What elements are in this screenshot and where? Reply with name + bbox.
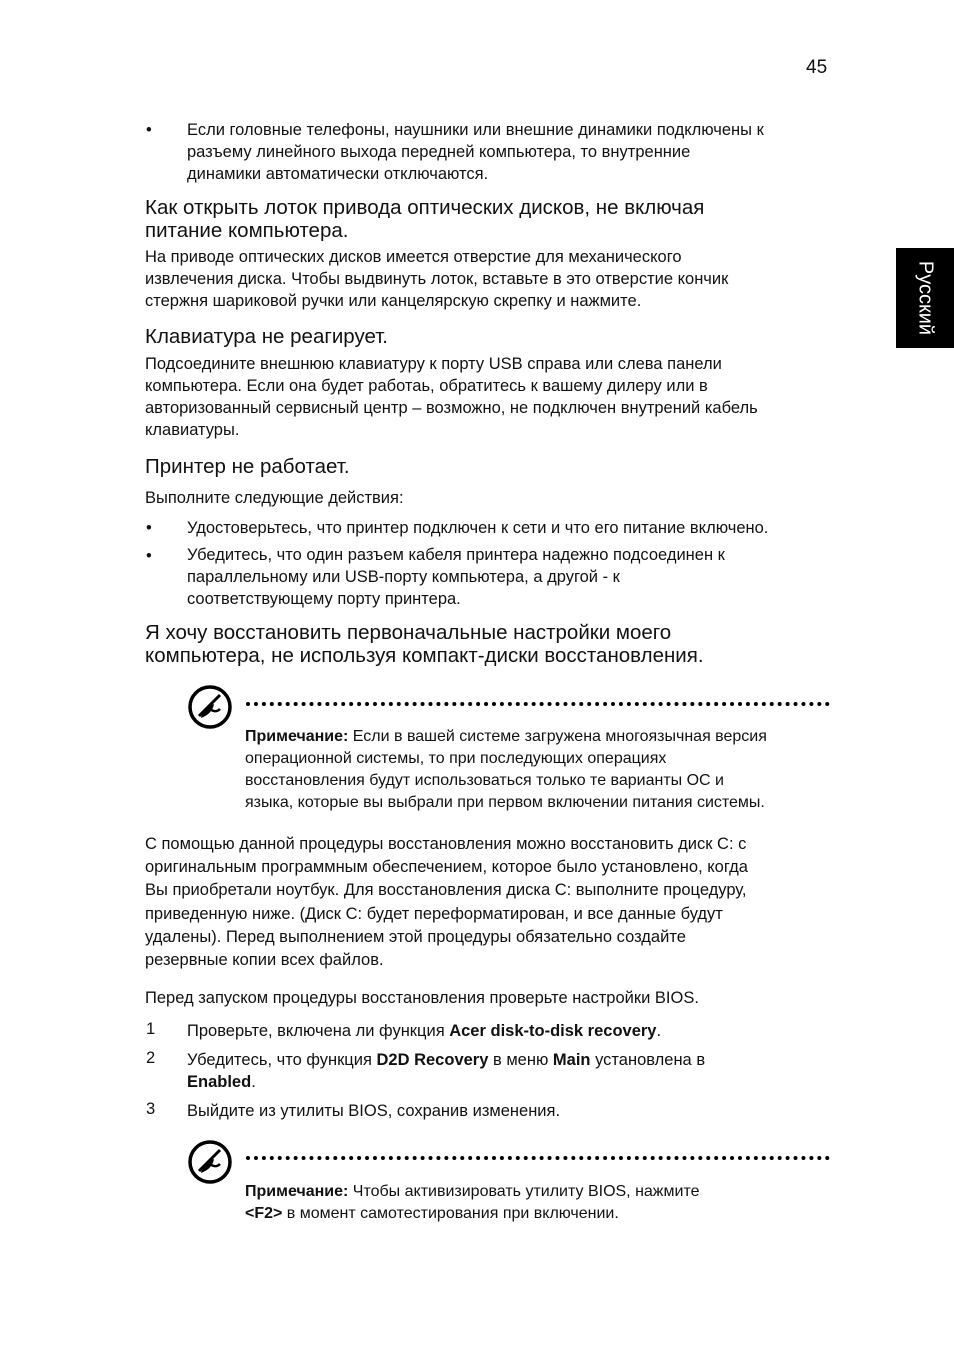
step-3: Выйдите из утилиты BIOS, сохранив изменения. [187, 1102, 561, 1120]
text-line: операционной системы, то при последующих операциях [245, 750, 667, 767]
text-line: стержня шариковой ручки или канцелярскую скрепку и нажмите. [145, 292, 642, 310]
step-bold: Main [552, 1051, 591, 1069]
language-tab [896, 248, 954, 348]
note-divider [246, 1156, 830, 1160]
bullet-marker: • [146, 547, 152, 565]
note-label: Примечание: [245, 728, 349, 745]
text-line: извлечения диска. Чтобы выдвинуть лоток, вставьте в это отверстие кончик [145, 270, 729, 288]
text-line: соответствующему порту принтера. [187, 590, 461, 608]
printer-intro: Выполните следующие действия: [145, 489, 404, 507]
text-line [245, 726, 835, 748]
bullet-headphones [187, 119, 847, 185]
text-line: языка, которые вы выбрали при первом включении питания системы. [245, 794, 765, 811]
heading-line: компьютера, не используя компакт-диски восстановления. [145, 644, 704, 667]
step-2 [187, 1049, 847, 1093]
text-line: оригинальным программным обеспечением, которое было установлено, когда [145, 858, 748, 877]
text-line: Убедитесь, что один разъем кабеля принтера надежно подсоединен к [187, 546, 725, 564]
note-first-line: Чтобы активизировать утилиту BIOS, нажмите [348, 1183, 700, 1200]
language-tab-label: Русский [914, 260, 937, 336]
note-icon [187, 684, 233, 730]
note-bios [245, 1181, 835, 1225]
step-text: . [251, 1073, 256, 1091]
text-line: разъему линейного выхода передней компьютера, то внутренние [187, 143, 691, 161]
heading-keyboard: Клавиатура не реагирует. [145, 325, 389, 348]
text-line: восстановления будут использоваться только те варианты ОС и [245, 772, 724, 789]
paragraph-tray [145, 246, 728, 312]
text-line: динамики автоматически отключаются. [187, 165, 489, 183]
heading-printer: Принтер не работает. [145, 455, 350, 478]
bullet-printer-cable [187, 544, 847, 610]
text-line: параллельному или USB-порту компьютера, а другой - к [187, 568, 620, 586]
heading-line: Как открыть лоток привода оптических дисков, не включая [145, 196, 705, 219]
step-number: 2 [146, 1049, 156, 1067]
step-number: 1 [146, 1020, 156, 1038]
bullet-marker: • [146, 121, 152, 139]
text-line: клавиатуры. [145, 421, 240, 439]
heading-tray [145, 196, 704, 242]
text-line: компьютера. Если она будет работаь, обратитесь к вашему дилеру или в [145, 377, 708, 395]
text-line [245, 1203, 835, 1225]
step-text: . [656, 1022, 662, 1040]
note-icon [187, 1139, 233, 1185]
bullet-marker: • [146, 519, 152, 537]
text-line [187, 1049, 847, 1071]
text-line: приведенную ниже. (Диск C: будет переформатирован, и все данные будут [145, 904, 723, 923]
step-bold: Acer disk-to-disk recovery [449, 1022, 657, 1040]
note-label: Примечание: [245, 1183, 349, 1200]
paragraph-restore [145, 833, 748, 972]
text-line [187, 1071, 847, 1093]
step-bold: Enabled [187, 1073, 252, 1091]
heading-line: питание компьютера. [145, 219, 349, 242]
note-first-line: Если в вашей системе загружена многоязычная версия [348, 728, 767, 745]
text-line: авторизованный сервисный центр – возможно, не подключен внутрений кабель [145, 399, 758, 417]
text-line: Подсоедините внешнюю клавиатуру к порту USB справа или слева панели [145, 355, 722, 373]
step-text: установлена в [590, 1051, 706, 1069]
text-line: На приводе оптических дисков имеется отверстие для механического [145, 248, 682, 266]
paragraph-keyboard [145, 353, 758, 441]
note-language [245, 726, 835, 814]
step-text: Проверьте, включена ли функция [187, 1022, 450, 1040]
text-line: резервные копии всех файлов. [145, 951, 384, 970]
step-text: Убедитесь, что функция [187, 1051, 377, 1069]
heading-line: Я хочу восстановить первоначальные настройки моего [145, 621, 672, 644]
step-text: в меню [488, 1051, 553, 1069]
text-line: удалены). Перед выполнением этой процедуры обязательно создайте [145, 927, 686, 946]
step-1 [187, 1020, 847, 1042]
note-rest: в момент самотестирования при включении. [282, 1205, 619, 1222]
page-number: 45 [806, 57, 828, 78]
bios-intro: Перед запуском процедуры восстановления проверьте настройки BIOS. [145, 989, 699, 1007]
text-line: Вы приобретали ноутбук. Для восстановления диска C: выполните процедуру, [145, 881, 747, 900]
note-key: <F2> [245, 1205, 283, 1222]
heading-restore [145, 621, 704, 667]
note-divider [246, 702, 830, 706]
step-number: 3 [146, 1100, 156, 1118]
step-bold: D2D Recovery [376, 1051, 489, 1069]
bullet-printer-power: Удостоверьтесь, что принтер подключен к сети и что его питание включено. [187, 519, 769, 537]
text-line: Если головные телефоны, наушники или внешние динамики подключены к [187, 121, 764, 139]
text-line [245, 1181, 835, 1203]
text-line: С помощью данной процедуры восстановления можно восстановить диск C: с [145, 835, 747, 853]
